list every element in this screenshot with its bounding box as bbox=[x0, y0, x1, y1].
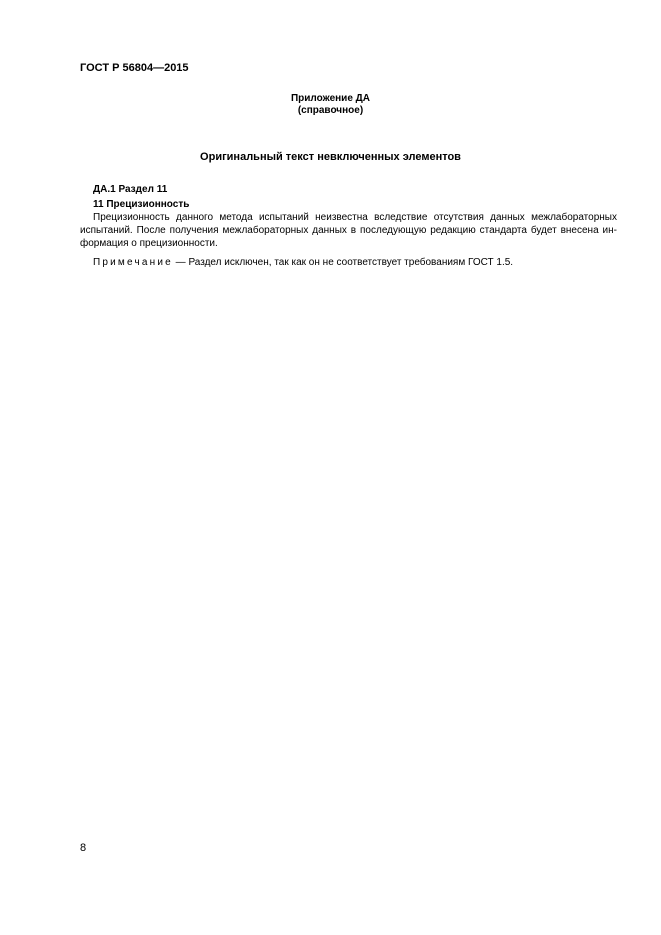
document-id: ГОСТ Р 56804—2015 bbox=[80, 62, 189, 74]
page-number: 8 bbox=[80, 842, 87, 854]
note-text: — Раздел исключен, так как он не соответствует требованиям ГОСТ 1.5. bbox=[172, 257, 514, 268]
paragraph-line-1: Прецизионность данного метода испытаний неизвестна вследствие отсутствия данных межлабораторных bbox=[93, 212, 617, 223]
note-label: Примечание bbox=[93, 257, 173, 268]
clause-subheading: 11 Прецизионность bbox=[93, 199, 190, 210]
paragraph-line-2: испытаний. После получения межлабораторных данных в последующую редакцию стандарта будет внесена ин- bbox=[80, 225, 617, 236]
note bbox=[93, 256, 513, 269]
appendix-subtitle: (справочное) bbox=[297, 105, 364, 116]
paragraph-line-3: формация о прецизионности. bbox=[80, 238, 218, 249]
clause-heading: ДА.1 Раздел 11 bbox=[93, 184, 168, 195]
section-title: Оригинальный текст невключенных элементов bbox=[200, 151, 461, 163]
appendix-title: Приложение ДА bbox=[290, 93, 371, 104]
